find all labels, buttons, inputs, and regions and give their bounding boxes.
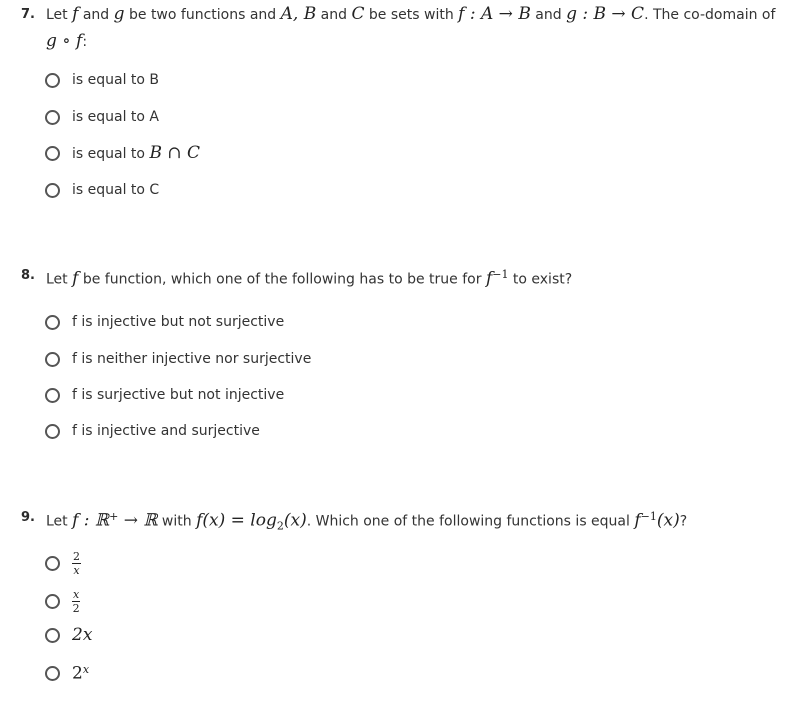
radio-button[interactable] (45, 594, 60, 609)
fraction: $\frac{x}{2}$ (72, 587, 80, 615)
option-7c[interactable] (45, 142, 200, 164)
radio-button[interactable] (45, 556, 60, 571)
option-7b[interactable] (45, 106, 159, 128)
option-label: f is neither injective nor surjective (72, 351, 312, 367)
radio-button[interactable] (45, 666, 60, 681)
radio-button[interactable] (45, 183, 60, 198)
radio-button[interactable] (45, 424, 60, 439)
option-label: is equal to B ∩ C (72, 143, 200, 163)
option-label: f is injective and surjective (72, 423, 260, 439)
option-label: is equal to C (72, 182, 160, 198)
option-7d[interactable] (45, 179, 159, 201)
option-math: 2$^x$ (72, 662, 90, 684)
option-9d[interactable] (45, 662, 89, 684)
radio-button[interactable] (45, 628, 60, 643)
option-9c[interactable] (45, 624, 92, 646)
question-number: 9. (21, 510, 35, 525)
radio-button[interactable] (45, 388, 60, 403)
radio-button[interactable] (45, 352, 60, 367)
option-math: 2x (72, 625, 93, 645)
option-label: f is injective but not surjective (72, 314, 285, 330)
option-8c[interactable] (45, 384, 284, 406)
question-text: Let f : ℝ+ → ℝ with $f(x) = \log_2(x)$. Which one of the following functions is equal $f^{-1}(x)$? (46, 510, 688, 533)
option-label: is equal to A (72, 109, 160, 125)
question-number: 7. (21, 7, 35, 22)
radio-button[interactable] (45, 110, 60, 125)
option-9a[interactable] (45, 550, 81, 576)
option-9b[interactable] (45, 588, 80, 614)
radio-button[interactable] (45, 315, 60, 330)
radio-button[interactable] (45, 146, 60, 161)
option-8b[interactable] (45, 348, 311, 370)
question-text: Let f and g be two functions and A, B and C be sets with f : A → B and g : B → C. The co-domain of g ∘ f: (46, 4, 776, 51)
option-8d[interactable] (45, 420, 260, 442)
question-number: 8. (21, 268, 35, 283)
radio-button[interactable] (45, 73, 60, 88)
option-label: f is surjective but not injective (72, 387, 285, 403)
option-7a[interactable] (45, 69, 159, 91)
option-8a[interactable] (45, 311, 284, 333)
fraction: $\frac{2}{x}$ (73, 549, 80, 577)
option-label: is equal to B (72, 72, 160, 88)
question-text: Let f be function, which one of the following has to be true for $f^{-1}$ to exist? (46, 268, 573, 289)
